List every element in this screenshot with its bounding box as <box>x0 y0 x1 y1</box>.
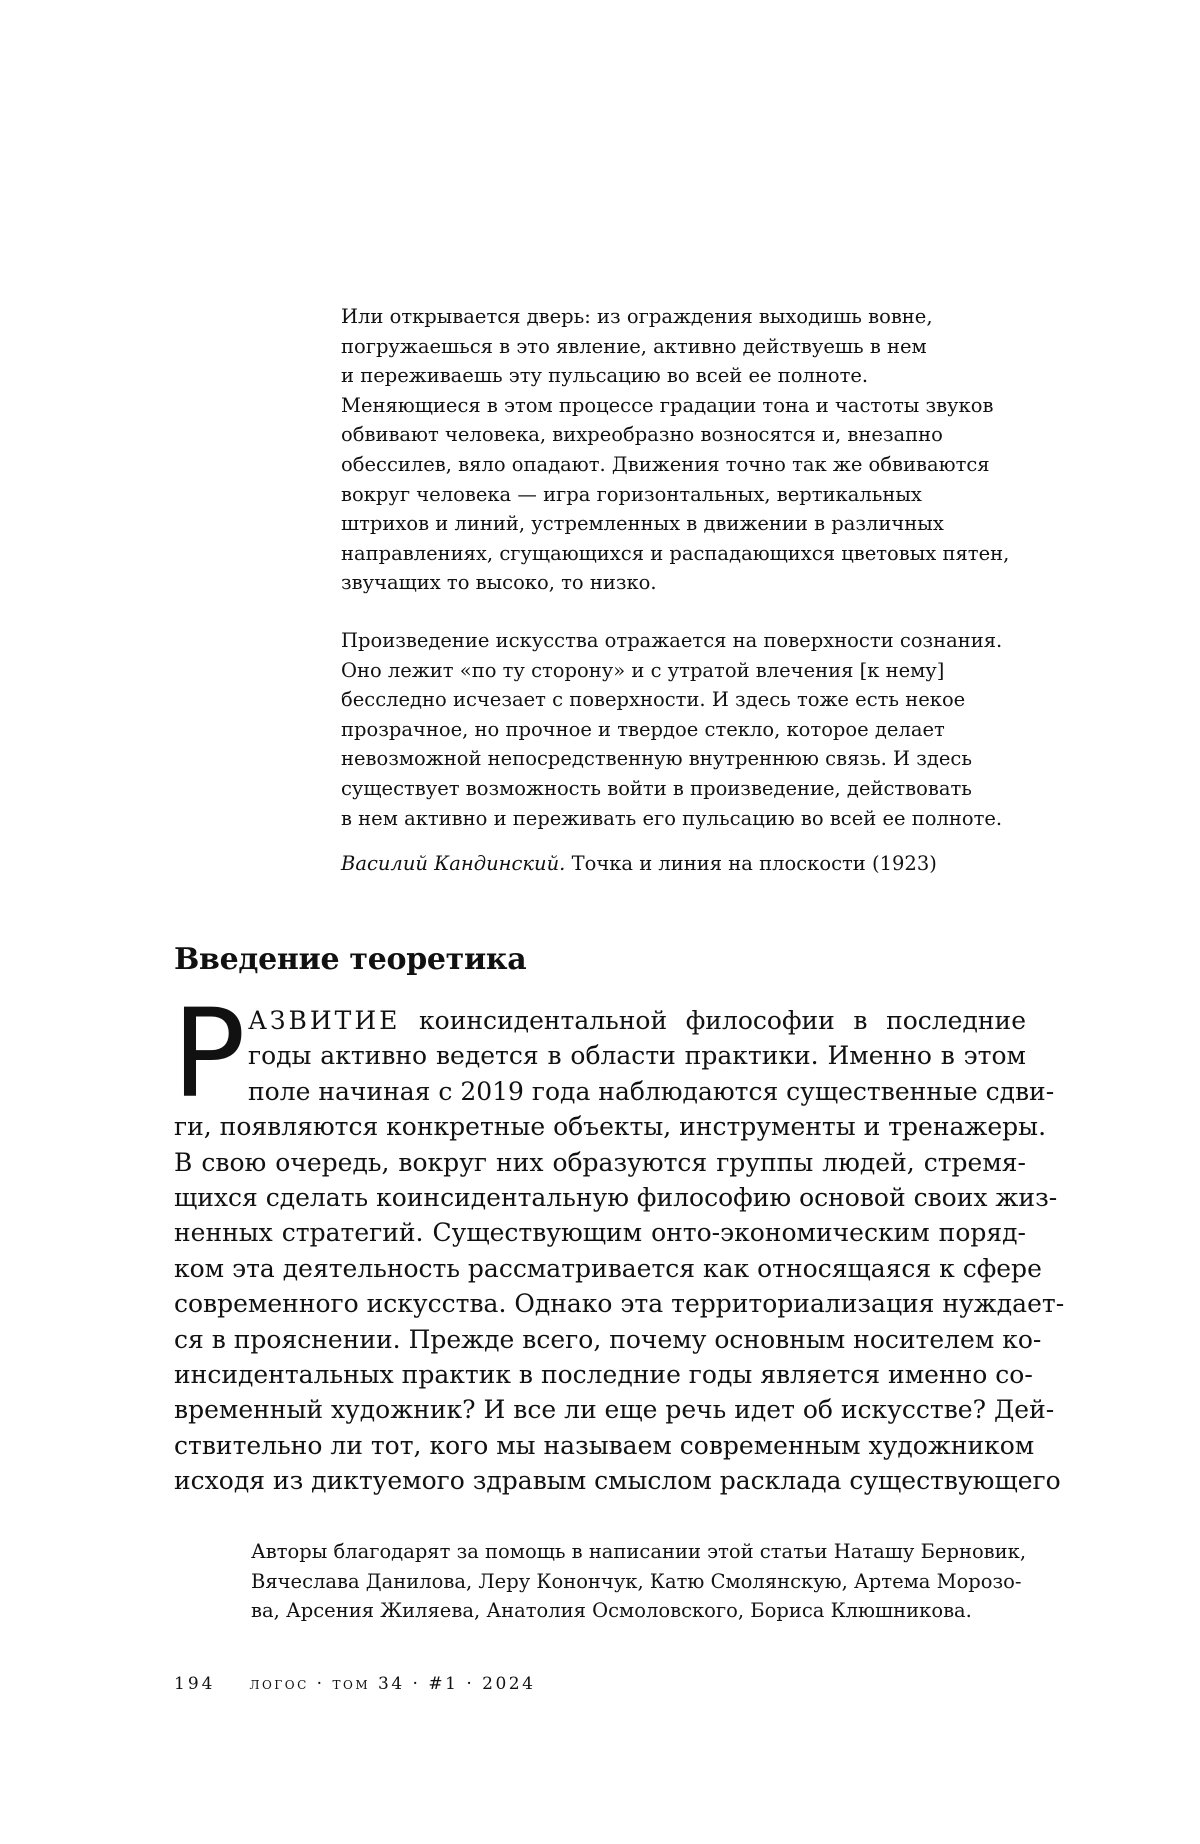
epigraph-line: вокруг человека — игра горизонтальных, вертикальных <box>341 482 922 506</box>
epigraph-paragraph-1 <box>341 302 1031 598</box>
body-line: поле начиная с 2019 года наблюдаются существенные сдви- <box>248 1076 1055 1106</box>
epigraph-line: Оно лежит «по ту сторону» и с утратой влечения [к нему] <box>341 658 945 682</box>
drop-cap: Р <box>172 983 246 1125</box>
epigraph-line: прозрачное, но прочное и твердое стекло, которое делает <box>341 717 945 741</box>
epigraph <box>341 302 1031 879</box>
journal-running-head: логос · том 34 · #1 · 2024 <box>249 1674 536 1694</box>
page-footer <box>174 1674 535 1694</box>
body-line: В свою очередь, вокруг них образуются группы людей, стремя- <box>174 1147 1026 1177</box>
body-line: исходя из диктуемого здравым смыслом расклада существующего <box>174 1466 1061 1496</box>
body-text <box>172 983 1065 1498</box>
epigraph-line: невозможной непосредственную внутреннюю связь. И здесь <box>341 747 972 771</box>
section-heading: Введение теоретика <box>174 942 527 977</box>
body-line: ствительно ли тот, кого мы называем современным художником <box>174 1430 1035 1460</box>
footnote-line: Вячеслава Данилова, Леру Конончук, Катю Смолянскую, Артема Морозо- <box>251 1569 1022 1593</box>
body-line: ненных стратегий. Существующим онто-экономическим поряд- <box>174 1218 1026 1248</box>
body-line: щихся сделать коинсидентальную философию основой своих жиз- <box>174 1182 1058 1212</box>
body-line: АЗВИТИЕ коинсидентальной философии в последние <box>248 1006 1026 1035</box>
epigraph-line: Меняющиеся в этом процессе градации тона и частоты звуков <box>341 393 994 417</box>
epigraph-line: направлениях, сгущающихся и распадающихся цветовых пятен, <box>341 541 1010 565</box>
epigraph-line: и переживаешь эту пульсацию во всей ее полноте. <box>341 364 869 388</box>
body-line: временный художник? И все ли еще речь идет об искусстве? Дей- <box>174 1395 1055 1425</box>
epigraph-line: Произведение искусства отражается на поверхности сознания. <box>341 628 1003 652</box>
epigraph-work: Точка и линия на плоскости (1923) <box>571 852 937 876</box>
epigraph-line: бесследно исчезает с поверхности. И здесь тоже есть некое <box>341 688 966 712</box>
epigraph-line: звучащих то высоко, то низко. <box>341 571 657 595</box>
body-line: ком эта деятельность рассматривается как относящаяся к сфере <box>174 1253 1042 1283</box>
footnote-line: Авторы благодарят за помощь в написании этой статьи Наташу Берновик, <box>251 1540 1027 1563</box>
body-line: современного искусства. Однако эта территориализация нуждает- <box>174 1289 1065 1319</box>
epigraph-line: Или открывается дверь: из ограждения выходишь вовне, <box>341 305 933 328</box>
epigraph-line: в нем активно и переживать его пульсацию во всей ее полноте. <box>341 806 1003 830</box>
page-number: 194 <box>174 1674 216 1694</box>
epigraph-attribution <box>341 849 1031 879</box>
epigraph-line: существует возможность войти в произведение, действовать <box>341 776 972 800</box>
footnote <box>251 1537 1031 1626</box>
body-line: инсидентальных практик в последние годы является именно со- <box>174 1359 1033 1389</box>
epigraph-line: обессилев, вяло опадают. Движения точно так же обвиваются <box>341 452 990 476</box>
epigraph-author: Василий Кандинский. <box>341 852 566 876</box>
body-line: ги, появляются конкретные объекты, инструменты и тренажеры. <box>174 1112 1047 1142</box>
epigraph-line: обвивают человека, вихреобразно возносятся и, внезапно <box>341 423 943 447</box>
body-line: ся в прояснении. Прежде всего, почему основным носителем ко- <box>174 1324 1042 1354</box>
epigraph-paragraph-2 <box>341 626 1031 833</box>
epigraph-line: штрихов и линий, устремленных в движении в различных <box>341 512 944 536</box>
epigraph-line: погружаешься в это явление, активно действуешь в нем <box>341 334 927 358</box>
footnote-line: ва, Арсения Жиляева, Анатолия Осмоловского, Бориса Клюшникова. <box>251 1599 972 1623</box>
body-line: годы активно ведется в области практики. Именно в этом <box>248 1041 1026 1071</box>
first-word: АЗВИТИЕ <box>248 1006 401 1035</box>
